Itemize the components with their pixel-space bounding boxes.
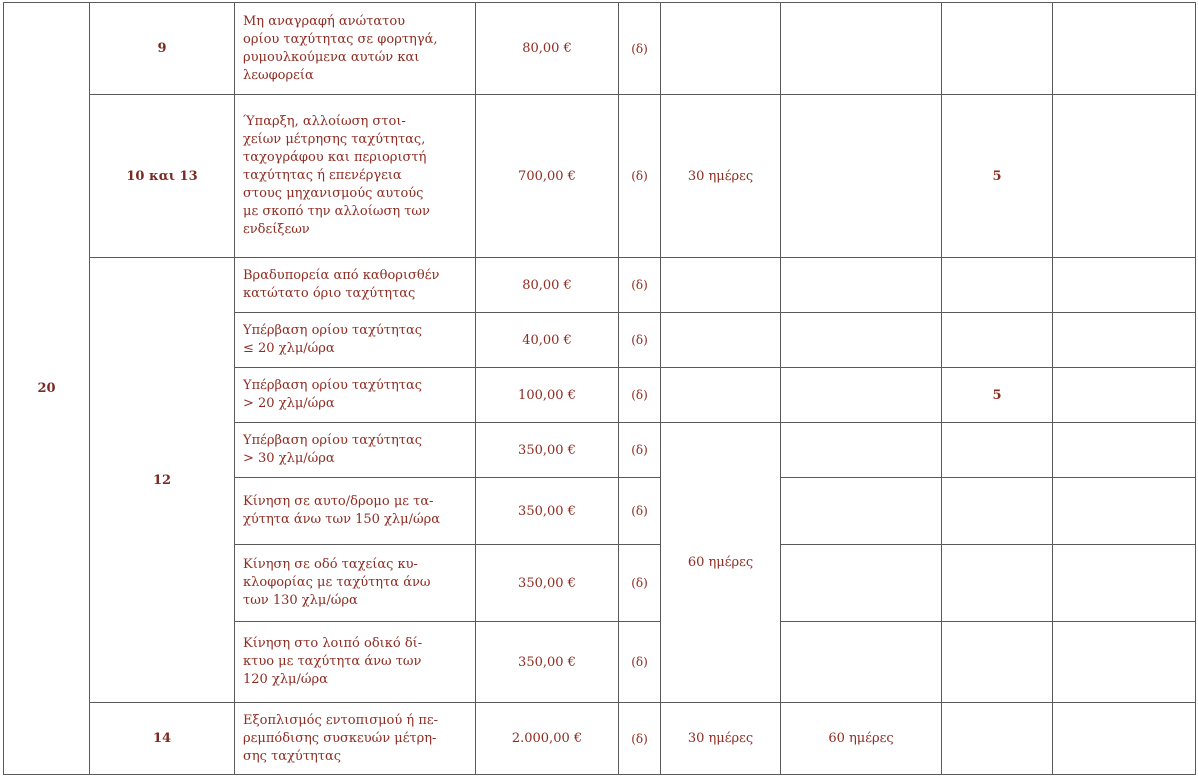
empty-cell (1053, 313, 1196, 368)
penalty-points (942, 622, 1053, 703)
fine-amount: 350,00 € (476, 478, 619, 545)
suspension-period: 30 ημέρες (661, 703, 781, 775)
penalty-points (942, 423, 1053, 478)
suspension-period: 60 ημέρες (661, 423, 781, 703)
paragraph-number: 14 (90, 703, 235, 775)
penalty-points (942, 258, 1053, 313)
fine-amount: 350,00 € (476, 545, 619, 622)
category-code: (δ) (619, 703, 661, 775)
paragraph-number: 9 (90, 3, 235, 95)
empty-cell (1053, 423, 1196, 478)
empty-cell (781, 3, 942, 95)
penalty-points (942, 545, 1053, 622)
suspension-period (661, 3, 781, 95)
empty-cell (1053, 622, 1196, 703)
violation-description: Μη αναγραφή ανώτατου ορίου ταχύτητας σε φορτηγά, ρυμουλκούμενα αυτών και λεωφορεία (235, 3, 476, 95)
table-row (4, 3, 1196, 95)
penalty-points (942, 703, 1053, 775)
empty-cell (781, 313, 942, 368)
paragraph-number: 10 και 13 (90, 95, 235, 258)
violation-description: Ύπαρξη, αλλοίωση στοι- χείων μέτρησης ταχύτητας, ταχογράφου και περιοριστή ταχύτητας ή επενέργεια στους μηχανισμούς αυτούς με σκοπό την αλλοίωση των ενδείξεων (235, 95, 476, 258)
category-code: (δ) (619, 313, 661, 368)
category-code: (δ) (619, 622, 661, 703)
category-code: (δ) (619, 95, 661, 258)
category-code: (δ) (619, 545, 661, 622)
empty-cell (1053, 95, 1196, 258)
category-code: (δ) (619, 368, 661, 423)
empty-cell (1053, 258, 1196, 313)
penalty-points (942, 3, 1053, 95)
violation-description: Κίνηση σε αυτο/δρομο με τα- χύτητα άνω των 150 χλμ/ώρα (235, 478, 476, 545)
violation-description: Υπέρβαση ορίου ταχύτητας > 30 χλμ/ώρα (235, 423, 476, 478)
empty-cell (1053, 3, 1196, 95)
category-code: (δ) (619, 423, 661, 478)
fine-amount: 40,00 € (476, 313, 619, 368)
empty-cell (781, 545, 942, 622)
empty-cell (781, 622, 942, 703)
category-code: (δ) (619, 3, 661, 95)
penalty-points: 5 (942, 368, 1053, 423)
suspension-period: 30 ημέρες (661, 95, 781, 258)
fine-amount: 80,00 € (476, 3, 619, 95)
paragraph-number: 12 (90, 258, 235, 703)
empty-cell (1053, 545, 1196, 622)
empty-cell (1053, 478, 1196, 545)
table-row (4, 95, 1196, 258)
suspension-period (661, 313, 781, 368)
table-row (4, 258, 1196, 313)
empty-cell (781, 95, 942, 258)
empty-cell (781, 423, 942, 478)
fine-amount: 700,00 € (476, 95, 619, 258)
penalty-points (942, 313, 1053, 368)
empty-cell (781, 368, 942, 423)
violation-description: Εξοπλισμός εντοπισμού ή πε- ρεμπόδισης συσκευών μέτρη- σης ταχύτητας (235, 703, 476, 775)
penalty-points: 5 (942, 95, 1053, 258)
fine-amount: 350,00 € (476, 622, 619, 703)
violation-description: Κίνηση στο λοιπό οδικό δί- κτυο με ταχύτητα άνω των 120 χλμ/ώρα (235, 622, 476, 703)
empty-cell (1053, 368, 1196, 423)
violation-description: Υπέρβαση ορίου ταχύτητας ≤ 20 χλμ/ώρα (235, 313, 476, 368)
article-number: 20 (4, 3, 90, 775)
fine-amount: 2.000,00 € (476, 703, 619, 775)
category-code: (δ) (619, 478, 661, 545)
empty-cell (1053, 703, 1196, 775)
suspension-period (661, 368, 781, 423)
suspension-period (661, 258, 781, 313)
category-code: (δ) (619, 258, 661, 313)
penalty-points (942, 478, 1053, 545)
empty-cell (781, 258, 942, 313)
empty-cell (781, 478, 942, 545)
fine-amount: 350,00 € (476, 423, 619, 478)
fines-table (3, 2, 1196, 775)
table-row (4, 703, 1196, 775)
violation-description: Υπέρβαση ορίου ταχύτητας > 20 χλμ/ώρα (235, 368, 476, 423)
second-suspension-period: 60 ημέρες (781, 703, 942, 775)
violation-description: Βραδυπορεία από καθορισθέν κατώτατο όριο ταχύτητας (235, 258, 476, 313)
fine-amount: 100,00 € (476, 368, 619, 423)
fine-amount: 80,00 € (476, 258, 619, 313)
violation-description: Κίνηση σε οδό ταχείας κυ- κλοφορίας με ταχύτητα άνω των 130 χλμ/ώρα (235, 545, 476, 622)
